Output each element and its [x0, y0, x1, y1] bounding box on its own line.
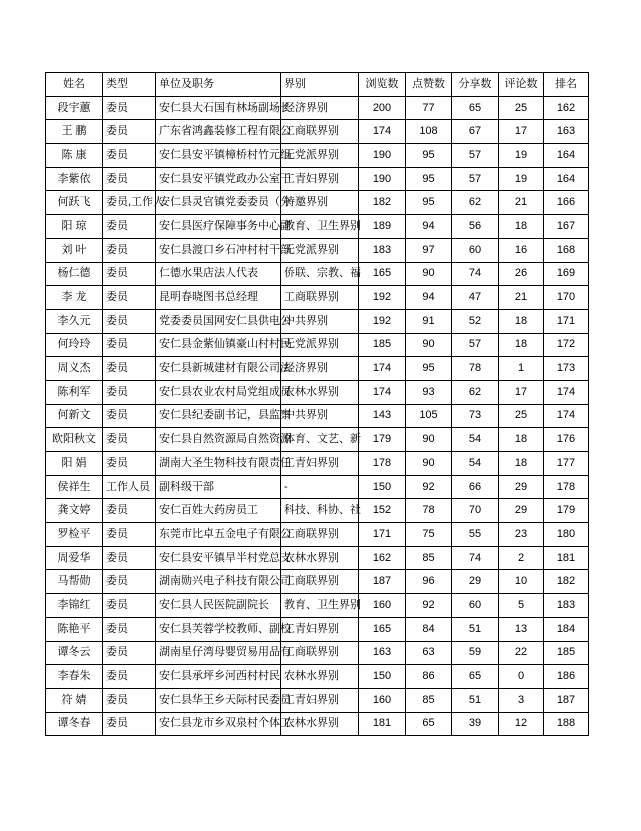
cell-comments: 18 — [499, 428, 544, 452]
cell-unit: 安仁县金紫仙镇豪山村村民 — [156, 333, 281, 357]
cell-name: 李久元 — [46, 309, 103, 333]
cell-rank: 177 — [544, 452, 589, 476]
cell-views: 152 — [359, 499, 406, 523]
cell-type: 委员 — [103, 238, 156, 262]
cell-views: 179 — [359, 428, 406, 452]
cell-unit: 安仁百姓大药房员工 — [156, 499, 281, 523]
table-row — [46, 286, 589, 310]
table-row — [46, 546, 589, 570]
cell-type: 委员 — [103, 96, 156, 120]
cell-shares: 39 — [452, 712, 499, 736]
cell-shares: 57 — [452, 144, 499, 168]
cell-comments: 5 — [499, 594, 544, 618]
cell-unit: 安仁县农业农村局党组成员 — [156, 380, 281, 404]
cell-sector: 教育、卫生界别 — [281, 594, 359, 618]
cell-unit: 安仁县人民医院副院长 — [156, 594, 281, 618]
cell-likes: 96 — [406, 570, 452, 594]
cell-rank: 181 — [544, 546, 589, 570]
cell-type: 委员 — [103, 309, 156, 333]
cell-rank: 188 — [544, 712, 589, 736]
cell-comments: 16 — [499, 238, 544, 262]
cell-sector: 无党派界别 — [281, 333, 359, 357]
cell-shares: 65 — [452, 665, 499, 689]
column-header-rank: 排名 — [544, 73, 589, 97]
cell-rank: 172 — [544, 333, 589, 357]
cell-views: 150 — [359, 475, 406, 499]
column-header-likes: 点赞数 — [406, 73, 452, 97]
cell-comments: 18 — [499, 309, 544, 333]
cell-likes: 105 — [406, 404, 452, 428]
cell-unit: 安仁县芙蓉学校教师、副校 — [156, 617, 281, 641]
cell-unit: 昆明春晓图书总经理 — [156, 286, 281, 310]
cell-type: 委员 — [103, 499, 156, 523]
cell-name: 阳 娟 — [46, 452, 103, 476]
table-row — [46, 641, 589, 665]
cell-name: 陈利军 — [46, 380, 103, 404]
cell-likes: 95 — [406, 167, 452, 191]
cell-comments: 1 — [499, 357, 544, 381]
cell-rank: 164 — [544, 144, 589, 168]
cell-type: 委员 — [103, 523, 156, 547]
cell-type: 委员 — [103, 404, 156, 428]
cell-views: 187 — [359, 570, 406, 594]
table-row — [46, 333, 589, 357]
cell-comments: 2 — [499, 546, 544, 570]
cell-name: 符 婧 — [46, 688, 103, 712]
cell-shares: 29 — [452, 570, 499, 594]
cell-name: 欧阳秋文 — [46, 428, 103, 452]
cell-name: 周义杰 — [46, 357, 103, 381]
cell-sector: 农林水界别 — [281, 712, 359, 736]
cell-unit: 湖南星仔湾母婴贸易用品有 — [156, 641, 281, 665]
table-row — [46, 499, 589, 523]
cell-name: 陈艳平 — [46, 617, 103, 641]
cell-sector: 工商联界别 — [281, 120, 359, 144]
cell-sector: 工青妇界别 — [281, 452, 359, 476]
cell-views: 178 — [359, 452, 406, 476]
cell-unit: 仁德水果店法人代表 — [156, 262, 281, 286]
cell-views: 192 — [359, 286, 406, 310]
cell-likes: 92 — [406, 475, 452, 499]
table-row — [46, 404, 589, 428]
cell-unit: 安仁县医疗保障事务中心副 — [156, 215, 281, 239]
cell-shares: 60 — [452, 238, 499, 262]
cell-likes: 75 — [406, 523, 452, 547]
cell-comments: 22 — [499, 641, 544, 665]
cell-sector: 农林水界别 — [281, 380, 359, 404]
cell-likes: 97 — [406, 238, 452, 262]
table-row — [46, 167, 589, 191]
cell-likes: 90 — [406, 428, 452, 452]
cell-unit: 东莞市比卓五金电子有限公 — [156, 523, 281, 547]
table-row — [46, 594, 589, 618]
cell-rank: 166 — [544, 191, 589, 215]
cell-likes: 78 — [406, 499, 452, 523]
cell-rank: 179 — [544, 499, 589, 523]
cell-likes: 91 — [406, 309, 452, 333]
cell-likes: 93 — [406, 380, 452, 404]
cell-shares: 56 — [452, 215, 499, 239]
cell-comments: 21 — [499, 286, 544, 310]
cell-likes: 84 — [406, 617, 452, 641]
cell-unit: 安仁县渡口乡石冲村村干部 — [156, 238, 281, 262]
cell-type: 委员 — [103, 215, 156, 239]
table-row — [46, 380, 589, 404]
cell-sector: 农林水界别 — [281, 546, 359, 570]
cell-name: 李紫依 — [46, 167, 103, 191]
cell-shares: 74 — [452, 262, 499, 286]
cell-name: 何跃飞 — [46, 191, 103, 215]
cell-shares: 78 — [452, 357, 499, 381]
cell-views: 174 — [359, 120, 406, 144]
cell-type: 委员 — [103, 665, 156, 689]
cell-sector: 科技、科协、社 — [281, 499, 359, 523]
table-row — [46, 452, 589, 476]
cell-shares: 57 — [452, 333, 499, 357]
cell-sector: 中共界别 — [281, 309, 359, 333]
cell-likes: 85 — [406, 546, 452, 570]
cell-rank: 178 — [544, 475, 589, 499]
cell-sector: 经济界别 — [281, 357, 359, 381]
cell-likes: 95 — [406, 191, 452, 215]
cell-name: 周爱华 — [46, 546, 103, 570]
cell-type: 委员 — [103, 570, 156, 594]
cell-type: 委员 — [103, 167, 156, 191]
cell-sector: 工青妇界别 — [281, 167, 359, 191]
table-row — [46, 96, 589, 120]
cell-unit: 湖南大圣生物科技有限责任 — [156, 452, 281, 476]
cell-sector: - — [281, 475, 359, 499]
cell-name: 李 龙 — [46, 286, 103, 310]
cell-likes: 95 — [406, 144, 452, 168]
cell-unit: 安仁县龙市乡双泉村个体工 — [156, 712, 281, 736]
cell-views: 143 — [359, 404, 406, 428]
cell-type: 委员 — [103, 144, 156, 168]
table-row — [46, 617, 589, 641]
cell-sector: 教育、卫生界别 — [281, 215, 359, 239]
cell-shares: 51 — [452, 617, 499, 641]
cell-views: 190 — [359, 144, 406, 168]
cell-type: 委员 — [103, 120, 156, 144]
column-header-name: 姓名 — [46, 73, 103, 97]
table-body — [46, 96, 589, 736]
cell-comments: 23 — [499, 523, 544, 547]
cell-type: 委员 — [103, 262, 156, 286]
cell-comments: 18 — [499, 215, 544, 239]
cell-name: 李春朱 — [46, 665, 103, 689]
cell-type: 委员 — [103, 617, 156, 641]
cell-shares: 62 — [452, 380, 499, 404]
cell-likes: 63 — [406, 641, 452, 665]
table-row — [46, 523, 589, 547]
cell-type: 委员 — [103, 428, 156, 452]
cell-sector: 农林水界别 — [281, 665, 359, 689]
cell-comments: 19 — [499, 167, 544, 191]
column-header-comments: 评论数 — [499, 73, 544, 97]
cell-likes: 90 — [406, 262, 452, 286]
cell-views: 171 — [359, 523, 406, 547]
cell-views: 162 — [359, 546, 406, 570]
cell-rank: 164 — [544, 167, 589, 191]
table-row — [46, 475, 589, 499]
cell-comments: 19 — [499, 144, 544, 168]
cell-sector: 工商联界别 — [281, 641, 359, 665]
column-header-views: 浏览数 — [359, 73, 406, 97]
cell-sector: 工青妇界别 — [281, 617, 359, 641]
cell-views: 190 — [359, 167, 406, 191]
table-row — [46, 144, 589, 168]
cell-unit: 广东省鸿鑫装修工程有限公 — [156, 120, 281, 144]
cell-views: 192 — [359, 309, 406, 333]
cell-type: 委员 — [103, 357, 156, 381]
cell-likes: 65 — [406, 712, 452, 736]
cell-unit: 副科级干部 — [156, 475, 281, 499]
cell-name: 何新文 — [46, 404, 103, 428]
column-header-shares: 分享数 — [452, 73, 499, 97]
table-row — [46, 357, 589, 381]
cell-views: 183 — [359, 238, 406, 262]
cell-unit: 安仁县灵官镇党委委员（分 — [156, 191, 281, 215]
table-row — [46, 712, 589, 736]
cell-comments: 29 — [499, 475, 544, 499]
cell-views: 150 — [359, 665, 406, 689]
cell-type: 委员 — [103, 380, 156, 404]
cell-rank: 184 — [544, 617, 589, 641]
cell-comments: 29 — [499, 499, 544, 523]
cell-rank: 187 — [544, 688, 589, 712]
cell-likes: 90 — [406, 333, 452, 357]
column-header-type: 类型 — [103, 73, 156, 97]
cell-views: 163 — [359, 641, 406, 665]
cell-shares: 54 — [452, 428, 499, 452]
cell-name: 陈 康 — [46, 144, 103, 168]
cell-comments: 25 — [499, 96, 544, 120]
cell-views: 165 — [359, 262, 406, 286]
cell-views: 185 — [359, 333, 406, 357]
table-row — [46, 688, 589, 712]
cell-name: 刘 叶 — [46, 238, 103, 262]
table-row — [46, 570, 589, 594]
table-header-row — [46, 73, 589, 97]
cell-name: 王 鹏 — [46, 120, 103, 144]
cell-shares: 60 — [452, 594, 499, 618]
cell-type: 委员 — [103, 546, 156, 570]
cell-name: 罗检平 — [46, 523, 103, 547]
cell-likes: 94 — [406, 215, 452, 239]
cell-views: 174 — [359, 357, 406, 381]
cell-shares: 66 — [452, 475, 499, 499]
cell-comments: 0 — [499, 665, 544, 689]
cell-views: 189 — [359, 215, 406, 239]
cell-rank: 185 — [544, 641, 589, 665]
cell-name: 谭冬春 — [46, 712, 103, 736]
cell-rank: 174 — [544, 380, 589, 404]
cell-unit: 湖南勋兴电子科技有限公司 — [156, 570, 281, 594]
cell-type: 委员 — [103, 452, 156, 476]
cell-name: 马帮勋 — [46, 570, 103, 594]
cell-rank: 162 — [544, 96, 589, 120]
cell-rank: 183 — [544, 594, 589, 618]
cell-sector: 工商联界别 — [281, 523, 359, 547]
column-header-unit: 单位及职务 — [156, 73, 281, 97]
cell-shares: 67 — [452, 120, 499, 144]
cell-name: 阳 琼 — [46, 215, 103, 239]
table-row — [46, 262, 589, 286]
cell-views: 200 — [359, 96, 406, 120]
cell-name: 何玲玲 — [46, 333, 103, 357]
cell-sector: 工商联界别 — [281, 570, 359, 594]
cell-rank: 167 — [544, 215, 589, 239]
table-row — [46, 665, 589, 689]
cell-shares: 70 — [452, 499, 499, 523]
cell-comments: 21 — [499, 191, 544, 215]
table-row — [46, 309, 589, 333]
cell-type: 委员 — [103, 641, 156, 665]
cell-rank: 180 — [544, 523, 589, 547]
cell-views: 174 — [359, 380, 406, 404]
cell-unit: 安仁县安平镇旱半村党总支 — [156, 546, 281, 570]
cell-shares: 57 — [452, 167, 499, 191]
cell-sector: 侨联、宗教、福 — [281, 262, 359, 286]
cell-unit: 安仁县承坪乡河西村村民 — [156, 665, 281, 689]
cell-comments: 10 — [499, 570, 544, 594]
cell-comments: 17 — [499, 380, 544, 404]
cell-sector: 工商联界别 — [281, 286, 359, 310]
cell-shares: 54 — [452, 452, 499, 476]
cell-comments: 13 — [499, 617, 544, 641]
cell-comments: 26 — [499, 262, 544, 286]
cell-shares: 74 — [452, 546, 499, 570]
cell-name: 侯祥生 — [46, 475, 103, 499]
cell-unit: 党委委员国网安仁县供电公 — [156, 309, 281, 333]
cell-likes: 95 — [406, 357, 452, 381]
cell-name: 李锦红 — [46, 594, 103, 618]
cell-shares: 73 — [452, 404, 499, 428]
cell-likes: 92 — [406, 594, 452, 618]
cell-type: 委员 — [103, 688, 156, 712]
cell-unit: 安仁县新城建材有限公司法 — [156, 357, 281, 381]
cell-sector: 中共界别 — [281, 404, 359, 428]
cell-shares: 55 — [452, 523, 499, 547]
cell-unit: 安仁县华王乡天际村民委员 — [156, 688, 281, 712]
cell-views: 160 — [359, 594, 406, 618]
cell-comments: 3 — [499, 688, 544, 712]
cell-comments: 12 — [499, 712, 544, 736]
cell-likes: 86 — [406, 665, 452, 689]
cell-rank: 170 — [544, 286, 589, 310]
cell-sector: 特邀界别 — [281, 191, 359, 215]
cell-sector: 体育、文艺、新 — [281, 428, 359, 452]
cell-name: 龚文婷 — [46, 499, 103, 523]
cell-rank: 171 — [544, 309, 589, 333]
cell-name: 谭冬云 — [46, 641, 103, 665]
cell-comments: 25 — [499, 404, 544, 428]
cell-rank: 173 — [544, 357, 589, 381]
cell-likes: 94 — [406, 286, 452, 310]
cell-sector: 工青妇界别 — [281, 688, 359, 712]
cell-rank: 163 — [544, 120, 589, 144]
cell-type: 工作人员 — [103, 475, 156, 499]
table-row — [46, 191, 589, 215]
cell-comments: 18 — [499, 452, 544, 476]
cell-unit: 安仁县纪委副书记，县监察 — [156, 404, 281, 428]
cell-rank: 169 — [544, 262, 589, 286]
cell-type: 委员 — [103, 286, 156, 310]
table-row — [46, 428, 589, 452]
cell-rank: 168 — [544, 238, 589, 262]
cell-shares: 65 — [452, 96, 499, 120]
cell-shares: 47 — [452, 286, 499, 310]
cell-rank: 186 — [544, 665, 589, 689]
cell-views: 160 — [359, 688, 406, 712]
cell-sector: 无党派界别 — [281, 144, 359, 168]
cell-rank: 174 — [544, 404, 589, 428]
cell-rank: 176 — [544, 428, 589, 452]
cell-unit: 安仁县安平镇党政办公室干 — [156, 167, 281, 191]
cell-views: 181 — [359, 712, 406, 736]
ranking-table — [45, 72, 589, 736]
cell-sector: 经济界别 — [281, 96, 359, 120]
cell-type: 委员 — [103, 594, 156, 618]
cell-shares: 51 — [452, 688, 499, 712]
cell-unit: 安仁县自然资源局自然资源 — [156, 428, 281, 452]
cell-rank: 182 — [544, 570, 589, 594]
cell-likes: 85 — [406, 688, 452, 712]
cell-type: 委员 — [103, 333, 156, 357]
cell-shares: 59 — [452, 641, 499, 665]
cell-likes: 108 — [406, 120, 452, 144]
cell-views: 182 — [359, 191, 406, 215]
cell-shares: 62 — [452, 191, 499, 215]
column-header-sector: 界别 — [281, 73, 359, 97]
cell-views: 165 — [359, 617, 406, 641]
table-row — [46, 215, 589, 239]
cell-sector: 无党派界别 — [281, 238, 359, 262]
cell-name: 杨仁德 — [46, 262, 103, 286]
cell-likes: 90 — [406, 452, 452, 476]
cell-name: 段宇蕙 — [46, 96, 103, 120]
cell-shares: 52 — [452, 309, 499, 333]
cell-comments: 18 — [499, 333, 544, 357]
cell-unit: 安仁县安平镇樟桥村竹元组 — [156, 144, 281, 168]
cell-unit: 安仁县大石国有林场副场长 — [156, 96, 281, 120]
cell-comments: 17 — [499, 120, 544, 144]
cell-likes: 77 — [406, 96, 452, 120]
cell-type: 委员,工作人 — [103, 191, 156, 215]
table-row — [46, 120, 589, 144]
table-row — [46, 238, 589, 262]
cell-type: 委员 — [103, 712, 156, 736]
